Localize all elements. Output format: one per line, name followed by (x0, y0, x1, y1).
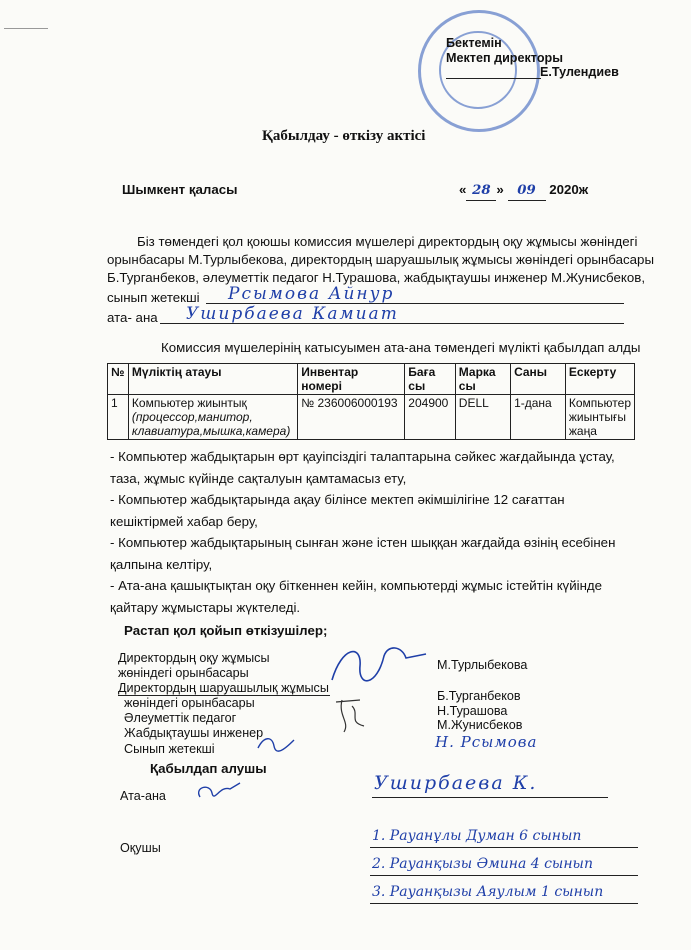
signer-5-name: Н. Рсымова (435, 733, 538, 751)
parent-handwritten-name: Уширбаева К. (374, 772, 538, 794)
receivers-heading: Қабылдап алушы (150, 761, 267, 776)
obligation-line: - Компьютер жабдықтарының сынған және істен шыққан жағдайда өзінің есебінен (110, 535, 616, 550)
intro-line2: орынбасары М.Турлыбекова, директордың шаруашылық жұмысы жөніндегі орынбасары (107, 252, 655, 267)
date-day: 28 (466, 182, 496, 201)
obligation-line: - Ата-ана қашықтықтан оқу біткеннен кейін, компьютерді жұмыс істейтін күйінде (110, 578, 603, 593)
document-title: Қабылдау - өткізу актісі (262, 128, 426, 144)
teacher-handwritten: Рсымова Айнур (228, 284, 395, 304)
signer-1-role-a: Директордың оқу жұмысы (118, 651, 270, 665)
col-brand: Марка сы (455, 364, 510, 395)
intro-line1: Біз төмендегі қол қоюшы комиссия мүшелері директордың оқу жұмысы жөніндегі (137, 234, 638, 249)
signers-heading: Растап қол қойып өткізушілер; (124, 623, 328, 638)
table-caption: Комиссия мүшелерінің катысуымен ата-ана төмендегі мүлікті қабылдап алды (161, 340, 641, 355)
date: « 28 » 09 2020ж (459, 181, 599, 201)
cell-qty: 1-дана (511, 395, 566, 440)
student-1: 1. Рауанұлы Думан 6 сынып (372, 828, 582, 844)
inventory-table (107, 363, 635, 440)
cell-note: Компьютер жиынтығы жаңа (565, 395, 634, 440)
signature-parent (190, 779, 246, 807)
obligation-line: қалпына келтіру, (110, 556, 213, 572)
parent-row-label: Ата-ана (120, 789, 166, 803)
signature-turganbekov (330, 692, 374, 736)
intro-line3: Б.Турганбеков, әлеуметтік педагог Н.Турашова, жабдықтаушы инженер М.Жунисбеков, (107, 270, 646, 285)
approval-line2: Мектеп директоры (446, 51, 563, 65)
signer-3-role: Әлеуметтік педагог (124, 711, 237, 725)
date-year: 2020ж (549, 182, 589, 197)
student-3-line (370, 903, 638, 904)
cell-number: 1 (108, 395, 129, 440)
cell-name-main: Компьютер жиынтық (131, 396, 247, 410)
cell-name-detail: (процессор,манитор, клавиатура,мышка,камера) (131, 410, 291, 438)
student-1-line (370, 847, 638, 848)
date-month: 09 (508, 182, 546, 201)
approval-line1: Бектемін (446, 36, 502, 50)
signer-4-name: М.Жунисбеков (437, 718, 523, 732)
col-inventory: Инвентар номері (298, 364, 405, 395)
col-number: № (108, 364, 129, 395)
cell-price: 204900 (405, 395, 455, 440)
student-2: 2. Рауанқызы Әмина 4 сынып (372, 856, 593, 872)
col-qty: Саны (511, 364, 566, 395)
signer-1-role-b: жөніндегі орынбасары (118, 666, 249, 680)
obligation-line: таза, жұмыс күйінде сақталуын қамтамасыз ету, (110, 470, 407, 486)
obligation-line: - Компьютер жабдықтарын өрт қауіпсіздігі талаптарына сәйкес жағдайында ұстау, (110, 449, 615, 464)
table-header-row (108, 364, 635, 395)
cell-brand: DELL (455, 395, 510, 440)
signer-2-role-a: Директордың шаруашылық жұмысы (118, 681, 329, 695)
official-stamp (418, 10, 540, 132)
parent-row-line (372, 797, 608, 798)
signer-4-role: Жабдықтаушы инженер (124, 726, 264, 740)
cell-inventory: № 236006000193 (298, 395, 405, 440)
student-2-line (370, 875, 638, 876)
table-row (108, 395, 635, 440)
place: Шымкент қаласы (122, 182, 238, 197)
approval-signature-line (446, 78, 541, 79)
signer-2-name: Б.Турганбеков (437, 689, 521, 703)
student-3: 3. Рауанқызы Аяулым 1 сынып (372, 884, 604, 900)
approval-director: Е.Тулендиев (540, 65, 619, 79)
obligation-line: - Компьютер жабдықтарында ақау білінсе мектеп әкімшілігіне 12 сағаттан (110, 492, 565, 507)
obligation-line: кешіктірмей хабар беру, (110, 513, 258, 529)
obligation-line: қайтару жұмыстары жүктеледі. (110, 599, 301, 615)
col-note: Ескерту (565, 364, 634, 395)
signer-2-role-b: жөніндегі орынбасары (124, 696, 255, 710)
signature-turlybekova (322, 636, 432, 694)
teacher-label: сынып жетекші (107, 290, 200, 305)
parent-handwritten: Уширбаева Камиат (186, 304, 399, 324)
obligations-list (110, 446, 615, 618)
parent-label: ата- ана (107, 310, 158, 325)
signer-5-role: Сынып жетекші (124, 742, 215, 756)
signer-3-name: Н.Турашова (437, 704, 508, 718)
col-price: Баға сы (405, 364, 455, 395)
signature-teacher (254, 732, 298, 754)
signer-1-name: М.Турлыбекова (437, 658, 528, 672)
scan-mark (4, 28, 48, 29)
cell-name (128, 395, 297, 440)
student-row-label: Оқушы (120, 841, 161, 855)
col-name: Мүліктің атауы (128, 364, 297, 395)
